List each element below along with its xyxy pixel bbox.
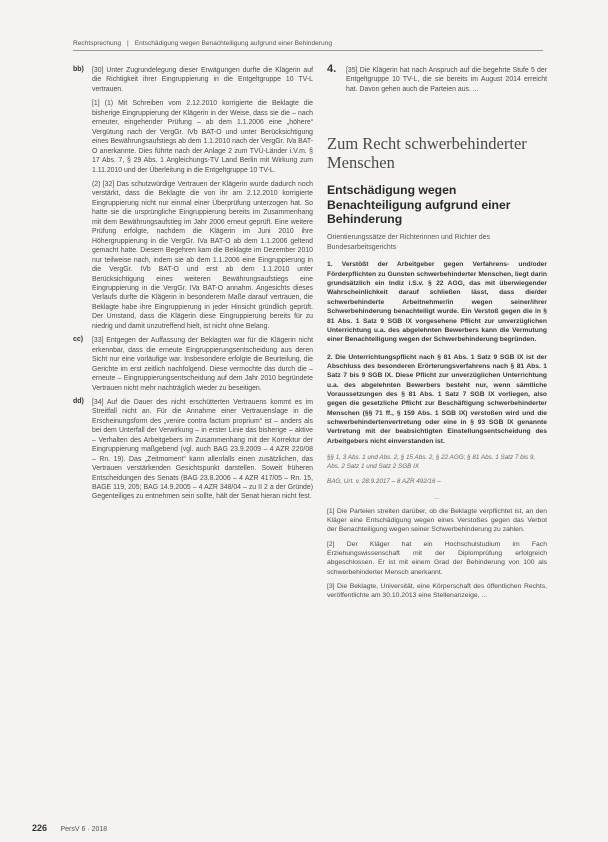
running-header [73,40,543,51]
body-paragraph: [1] Die Parteien streiten darüber, ob die Beklagte verpflichtet ist, an den Kläger eine Entschädigung wegen eines Verstoßes gegen das Verbot der Benachteiligung wegen seiner Schwerbehinderung zu zahlen. [327,507,547,534]
article-title: Entschädigung wegen Benachteiligung aufgrund einer Behinderung [327,183,511,226]
page-footer [32,818,107,836]
guiding-principle-2: 2. Die Unterrichtungspflicht nach § 81 Abs. 1 Satz 9 SGB IX ist der Abschluss des besonderen Erörterungsverfahrens nach § 81 Abs. 1 Satz 7 bis 9 SGB IX. Diese Pflicht zur unverzüglichen Unterrichtung u.a. des abgelehnten Bewerbers besteht nur, wenn sämtliche Voraussetzungen des § 81 Abs. 1 Satz 7 SGB IX vorliegen, also gegen die gesetzliche Pflicht zur Beschäftigung schwerbehinderter Menschen (§§ 71 ff., § 159 Abs. 1 SGB IX) verstoßen wird und die schwerbehindertenvertretung oder eine in § 93 SGB IX genannte Vertretung mit der beabsichtigten Einstellungsentscheidung des Arbeitgebers nicht einverstanden ist. [327,353,547,445]
paragraph-label: cc) [73,336,84,344]
section-title: Zum Recht schwerbehinderter Menschen [327,134,527,173]
page-number: 226 [32,823,48,833]
paragraph-4 [327,63,547,94]
guiding-principle-1: 1. Verstößt der Arbeitgeber gegen Verfahrens- und/oder Förderpflichten zu Gunsten schwerbehinderter Menschen, liegt darin grundsätzlich ein Indiz i.S.v. § 22 AGG, das mit überwiegender Wahrscheinlichkeit darauf schließen lässt, dass die/der schwerbehinderte Arbeitnehmer/in wegen seiner/ihrer Schwerbehinderung benachteiligt wurde. Ein Verstoß gegen die in § 81 Abs. 1 Satz 9 SGB IX vorgesehene Pflicht zur unverzüglichen Unterrichtung u.a. des abgelehnten Bewerbers kann die Vermutung einer Benachteiligung wegen der Schwerbehinderung begründen. [327,261,547,344]
header-topic: Entschädigung wegen Benachteiligung aufgrund einer Behinderung [134,40,332,47]
statute-citation: §§ 1, 3 Abs. 1 und Abs. 2, § 15 Abs. 2, § 22 AGG; § 81 Abs. 1 Satz 7 bis 9, Abs. 2 Satz 1 und Satz 2 SGB IX [327,453,536,470]
paragraph-text: [1] (1) Mit Schreiben vom 2.12.2010 korrigierte die Beklagte die bisherige Eingruppierung der Klägerin in der Weise, dass sie die – nach erneuter, eingehender Prüfung – ab dem 1.1.2006 eine „höhere“ Vergütung nach der VergGr. IVb BAT-O und unter Berücksichtigung eines Bewährungsaufstiegs ab dem 1.1.2010 nach der VergGr. IVa BAT-O anerkannte. Dies führte nach der Anlage 2 zum TVÜ-Länder i.V.m. § 17 Abs. 7, § 29 Abs. 1 Angleichungs-TV Land Berlin mit Wirkung zum 1.11.2010 und der Überleitung in die Entgeltgruppe 10 TV-L. [92,100,313,174]
paragraph-dd [73,398,313,502]
body-paragraph: [2] Der Kläger hat ein Hochschulstudium im Fach Erziehungswissenschaft mit der Diplomprüfung erfolgreich abgeschlossen. Er ist mit einem Grad der Behinderung von 100 als schwerbehinderter Mensch anerkannt. [327,540,547,576]
paragraph-text: (2) [32] Das schutzwürdige Vertrauen der Klägerin wurde dadurch noch verstärkt, dass die Beklagte die von ihr am 2.12.2010 korrigierte Eingruppierung nicht nur einmal einer Überprüfung unterzogen hat. So hatte sie die ursprüngliche Eingruppierung bereits im Zusammenhang mit dem Bewährungsaufstieg im Jahr 2006 erneut geprüft. Eine weitere Prüfung erfolgte, nachdem die Klägerin im Juni 2010 ihre Höhergruppierung in die VergGr. IVa BAT-O ab dem 1.1.2006 geltend gemacht hatte. Diesem Begehren kam die Beklagte im Dezember 2010 nur teilweise nach, indem sie ab dem 1.1.2006 eine Eingruppierung in die VergGr. IVb BAT-O und erst ab dem 1.1.2010 unter Berücksichtigung eines weiteren Bewährungsaufstiegs eine Eingruppierung in die VergGr. IVa BAT-O annahm. Angesichts dieses Verlaufs durfte die Klägerin in besonderem Maße darauf vertrauen, die Beklagte habe ihre Eingruppierung in jeder Hinsicht gründlich geprüft. Der Umstand, dass die Klägerin diese Eingruppierung bereits für zu niedrig und damit unzutreffend hielt, ist nicht ohne Belang. [92,180,313,330]
right-column [327,63,547,605]
paragraph-label: 4. [327,63,337,75]
paragraph-bb [73,66,313,94]
section-divider: ... [434,493,440,501]
header-section: Rechtsprechung [73,40,122,47]
paragraph-text: [33] Entgegen der Auffassung der Beklagten war für die Klägerin nicht erkennbar, dass die erneute Eingruppierungsentscheidung aus deren Sicht nur eine vorläufige war. Insbesondere erfolgte die Beurteilung, die Gerichte im erst zeitlich nachfolgend. Diese vermochte das durch die – erneute – Eingruppierungsentscheidung auf dem Jahr 2010 begründete Vertrauen nicht mehr nachträglich wieder zu beseitigen. [92,337,313,392]
paragraph-2 [73,180,313,331]
case-citation: BAG, Urt. v. 28.9.2017 – 8 AZR 492/16 – [327,478,441,486]
paragraph-text: [35] Die Klägerin hat nach Anspruch auf die begehrte Stufe 5 der Entgeltgruppe 10 TV-L, die sie bereits im August 2014 erreicht hat. Davon gehen auch die Parteien aus. ... [346,67,547,93]
paragraph-1 [73,99,313,175]
left-column [73,66,313,507]
paragraph-label: bb) [73,66,84,73]
header-separator: | [127,40,129,47]
paragraph-text: [30] Unter Zugrundelegung dieser Erwägungen durfte die Klägerin auf die Richtigkeit ihrer Eingruppierung in die Entgeltgruppe 10 TV-L vertrauen. [92,67,313,93]
paragraph-cc [73,336,313,393]
article-subtitle: Orientierungssätze der Richterinnen und Richter des Bundesarbeitsgerichts [327,234,491,251]
paragraph-label: dd) [73,397,84,405]
journal-reference: PersV 6 · 2018 [60,826,108,833]
paragraph-text: [34] Auf die Dauer des nicht erschütterten Vertrauens kommt es im Streitfall nicht an. Für die Annahme einer Vertrauenslage in die Erscheinungsform des „venire contra factum proprium“ ist – anders als bei dem Unterfall der Verwirkung – in erster Linie das bisherige – aktive – Verhalten des Arbeitgebers im Zusammenhang mit der Korrektur der Eingruppierung maßgebend (vgl. auch BAG 23.9.2009 – 4 AZR 220/08 – Rn. 19). Das „Zeitmoment“ kann allenfalls einen zusätzlichen, das Vertrauen verstärkenden Gesichtspunkt darstellen. Soweit früheren Entscheidungen des Senats (BAG 23.8.2006 – 4 AZR 417/05 – Rn. 15, BAGE 119, 205; BAG 14.9.2005 – 4 AZR 348/04 – zu II 2 a der Gründe) Gegenteiliges zu entnehmen sein sollte, hält der Senat hieran nicht fest. [92,398,313,501]
body-paragraph: [3] Die Beklagte, Universität, eine Körperschaft des öffentlichen Rechts, veröffentlichte am 30.10.2013 eine Stellenanzeige, ... [327,582,547,600]
